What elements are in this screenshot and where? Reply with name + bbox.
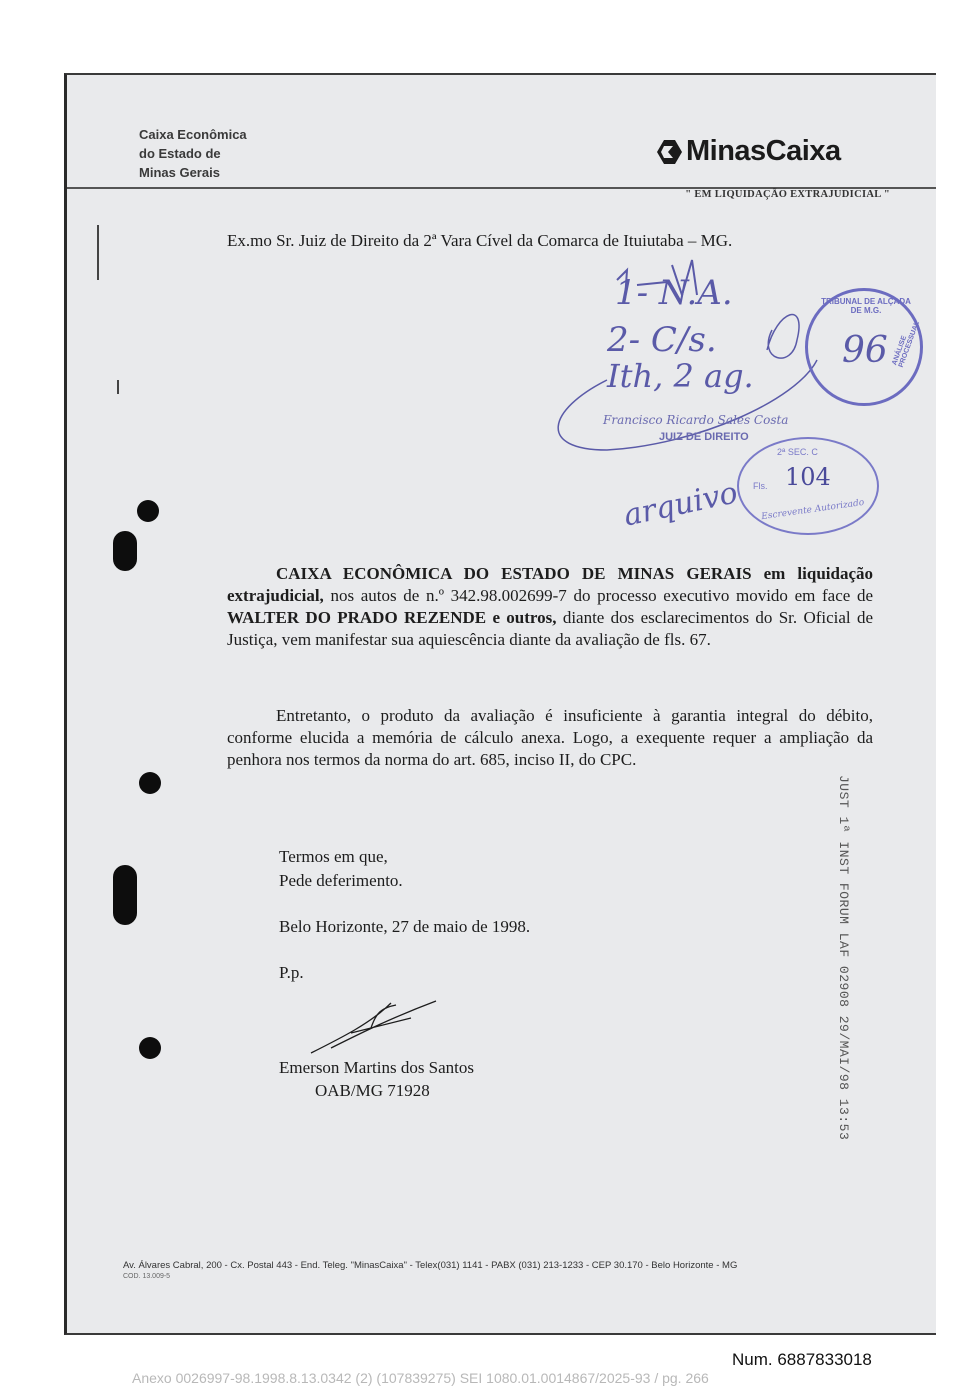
brand-mark-icon bbox=[655, 139, 683, 165]
paragraph-2 bbox=[227, 705, 873, 771]
organization-name: Caixa Econômica do Estado de Minas Gerais bbox=[139, 127, 247, 180]
round-stamp-text: TRIBUNAL DE ALÇADA DE M.G. bbox=[821, 297, 911, 315]
oval-stamp bbox=[737, 437, 879, 535]
paragraph-text: Entretanto, o produto da avaliação é insuficiente à garantia integral do débito, conforme elucida a memória de cálculo anexa. Logo, a exequente requer a ampliação da penhora nos termos da norma do art. 685, inciso II, do CPC. bbox=[227, 706, 873, 769]
protocol-stamp bbox=[836, 775, 857, 1141]
handwritten-note: 1- N.A. bbox=[615, 273, 733, 313]
handwritten-note: Ith, 2 ag. bbox=[607, 357, 754, 395]
oval-stamp-fls: Fls. bbox=[753, 481, 768, 491]
paragraph-1 bbox=[227, 563, 873, 651]
handwritten-note: 2- C/s. bbox=[607, 320, 717, 360]
oval-stamp-number: 104 bbox=[785, 463, 831, 491]
paragraph-text: nos autos de n.º 342.98.002699-7 do processo executivo movido em face de bbox=[323, 586, 873, 605]
lawyer-signature bbox=[301, 993, 451, 1063]
signer-name: Emerson Martins dos Santos bbox=[279, 1058, 475, 1077]
margin-mark bbox=[117, 380, 119, 394]
debtor-name: WALTER DO PRADO REZENDE e outros, bbox=[227, 608, 557, 627]
annex-reference: Anexo 0026997-98.1998.8.13.0342 (2) (107839275) SEI 1080.01.0014867/2025-93 / pg. 266 bbox=[132, 1370, 709, 1386]
closing-line: Termos em que, bbox=[279, 847, 388, 866]
punch-hole bbox=[113, 865, 137, 925]
liquidation-note: " EM LIQUIDAÇÃO EXTRAJUDICIAL " bbox=[685, 189, 890, 200]
handwritten-page-number: 96 bbox=[842, 330, 888, 371]
creditor-name: CAIXA ECONÔMICA DO ESTADO DE MINAS GERAIS em liquidação extrajudicial, bbox=[227, 564, 873, 605]
judge-signature: Francisco Ricardo Sales Costa bbox=[603, 413, 789, 427]
paragraph-text: diante dos esclarecimentos do Sr. Oficial de Justiça, vem manifestar sua aquiescência diante da avaliação de fls. 67. bbox=[227, 608, 873, 649]
oval-stamp-footer: Escrevente Autorizado bbox=[760, 497, 865, 523]
brand-logo bbox=[655, 135, 841, 168]
closing-line: Pede deferimento. bbox=[279, 871, 403, 890]
judge-title: JUIZ DE DIREITO bbox=[659, 431, 749, 443]
round-stamp bbox=[805, 288, 923, 406]
document-number: Num. 6887833018 bbox=[732, 1350, 872, 1369]
letterhead-footer-address: Av. Álvares Cabral, 200 - Cx. Postal 443 - End. Teleg. "MinasCaixa" - Telex(031) 1141 - PABX (031) 213-1233 - CEP 30.170 - Belo Horizonte - MG bbox=[123, 1260, 738, 1271]
punch-hole bbox=[139, 772, 161, 794]
signer-oab: OAB/MG 71928 bbox=[315, 1081, 430, 1100]
brand-name: MinasCaixa bbox=[686, 135, 841, 167]
salutation: Ex.mo Sr. Juiz de Direito da 2ª Vara Cível da Comarca de Ituiutaba – MG. bbox=[227, 231, 733, 250]
punch-hole bbox=[137, 500, 159, 522]
punch-hole bbox=[139, 1037, 161, 1059]
place-date: Belo Horizonte, 27 de maio de 1998. bbox=[279, 917, 531, 936]
handwritten-archive-note: arquivo bbox=[620, 475, 741, 534]
oval-stamp-section: 2ª SEC. C bbox=[777, 447, 818, 457]
pp-label: P.p. bbox=[279, 963, 304, 982]
margin-mark bbox=[97, 225, 99, 280]
form-code: COD. 13.009-5 bbox=[123, 1273, 171, 1280]
protocol-stamp-text: JUST 1ª INST FORUM LAF 02908 29/MAI/98 13:53 bbox=[836, 775, 851, 1141]
round-stamp-text: ANÁLISE PROCESSUAL bbox=[891, 320, 921, 369]
document-sheet bbox=[64, 73, 936, 1335]
punch-hole bbox=[113, 531, 137, 571]
